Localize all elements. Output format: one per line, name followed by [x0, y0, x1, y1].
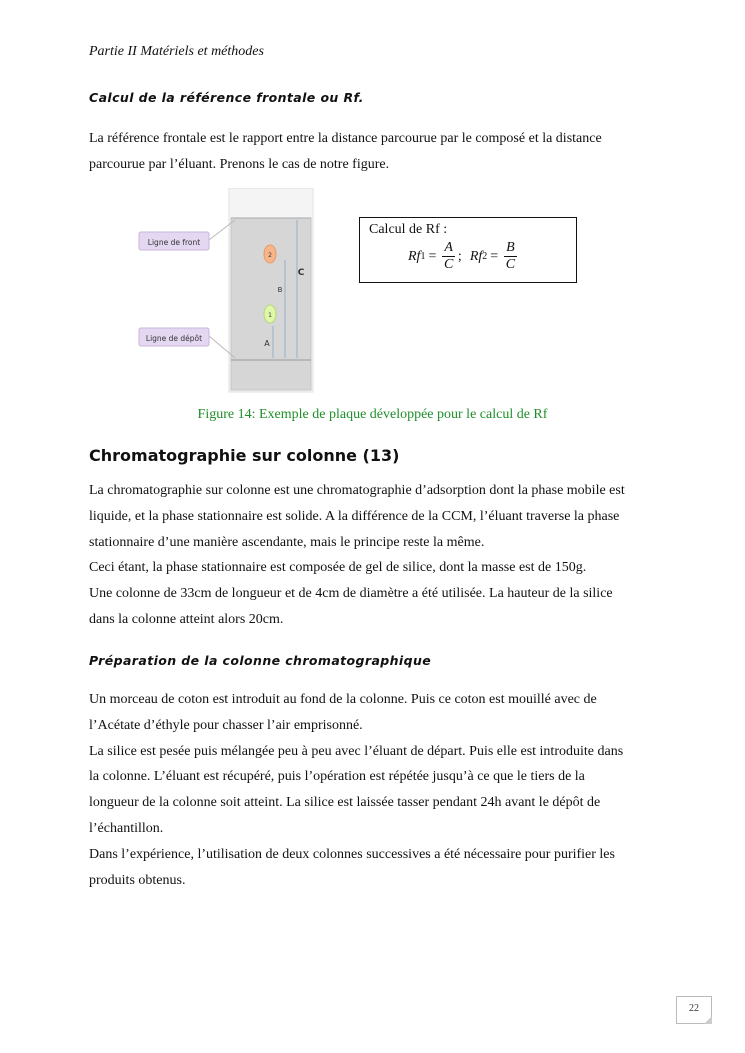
text-line: parcourue par l’éluant. Prenons le cas de notre figure. — [89, 156, 390, 172]
text-line: Ceci étant, la phase stationnaire est composée de gel de silice, dont la masse est de 150g. — [89, 560, 587, 576]
rf2-symbol: Rf — [469, 248, 483, 264]
rf-box-title: Calcul de Rf : — [369, 222, 448, 237]
text-line: Un morceau de coton est introduit au fond de la colonne. Puis ce coton est mouillé avec de — [89, 692, 597, 707]
paragraph-column-chromatography — [89, 478, 673, 633]
text-line: La silice est pesée puis mélangée peu à peu avec l’éluant de départ. Puis elle est introduite dans — [89, 743, 624, 759]
rf2-equals: = — [490, 248, 499, 264]
paragraph-column-preparation — [89, 687, 673, 893]
text-line: Dans l’expérience, l’utilisation de deux colonnes successives a été nécessaire pour purifier les — [89, 846, 615, 862]
tlc-plate — [231, 218, 311, 390]
rf1-subscript: 1 — [420, 251, 426, 262]
text-line: stationnaire d’une manière ascendante, mais le principe reste la même. — [89, 534, 485, 550]
paragraph-rf-definition — [89, 126, 673, 178]
rf2-numerator: B — [506, 240, 515, 255]
rf1-denominator: C — [443, 257, 454, 272]
spot-1-label: 1 — [268, 312, 272, 319]
dimension-a-label: A — [264, 339, 270, 348]
text-line: dans la colonne atteint alors 20cm. — [89, 611, 284, 627]
figure-caption: Figure 14: Exemple de plaque développée pour le calcul de Rf — [197, 407, 548, 422]
dimension-c-label: C — [297, 268, 305, 278]
text-line: La chromatographie sur colonne est une chromatographie d’adsorption dont la phase mobile est — [89, 483, 625, 498]
spot-2-label: 2 — [268, 252, 272, 259]
section-title-column: Chromatographie sur colonne (13) — [89, 446, 400, 465]
text-line: longueur de la colonne soit atteint. La silice est laissée tasser pendant 24h avant le dépôt de — [89, 795, 601, 811]
page-header: Partie II Matériels et méthodes — [89, 44, 264, 59]
rf1-numerator: A — [444, 240, 453, 255]
rf2-denominator: C — [505, 257, 516, 272]
section-title-rf: Calcul de la référence frontale ou Rf. — [89, 90, 364, 105]
text-line: liquide, et la phase stationnaire est solide. A la différence de la CCM, l’éluant traverse la phase — [89, 508, 620, 524]
label-depot: Ligne de dépôt — [145, 334, 203, 343]
text-line: Une colonne de 33cm de longueur et de 4cm de diamètre a été utilisée. La hauteur de la silice — [89, 586, 613, 602]
rf2-subscript: 2 — [482, 251, 488, 262]
formula-separator: ; — [457, 248, 462, 264]
rf1-equals: = — [428, 248, 437, 264]
rf1-fraction — [442, 240, 455, 273]
label-front: Ligne de front — [147, 238, 201, 247]
rf1-symbol: Rf — [408, 248, 421, 264]
rf-formula-box — [359, 217, 577, 283]
text-line: La référence frontale est le rapport entre la distance parcourue par le composé et la distance — [89, 131, 602, 146]
tlc-plate-figure — [135, 188, 335, 394]
dimension-b-label: B — [277, 286, 283, 294]
text-line: la colonne. L’éluant est récupéré, puis l’opération est répétée jusqu’à ce que le tiers de la — [89, 769, 585, 785]
text-line: l’Acétate d’éthyle pour chasser l’air emprisonné. — [89, 717, 363, 733]
rf-formula — [408, 240, 520, 273]
section-title-preparation: Préparation de la colonne chromatographique — [89, 653, 432, 668]
page-number: 22 — [676, 996, 712, 1024]
rf2-fraction — [504, 240, 517, 273]
text-line: l’échantillon. — [89, 820, 164, 836]
text-line: produits obtenus. — [89, 872, 186, 888]
